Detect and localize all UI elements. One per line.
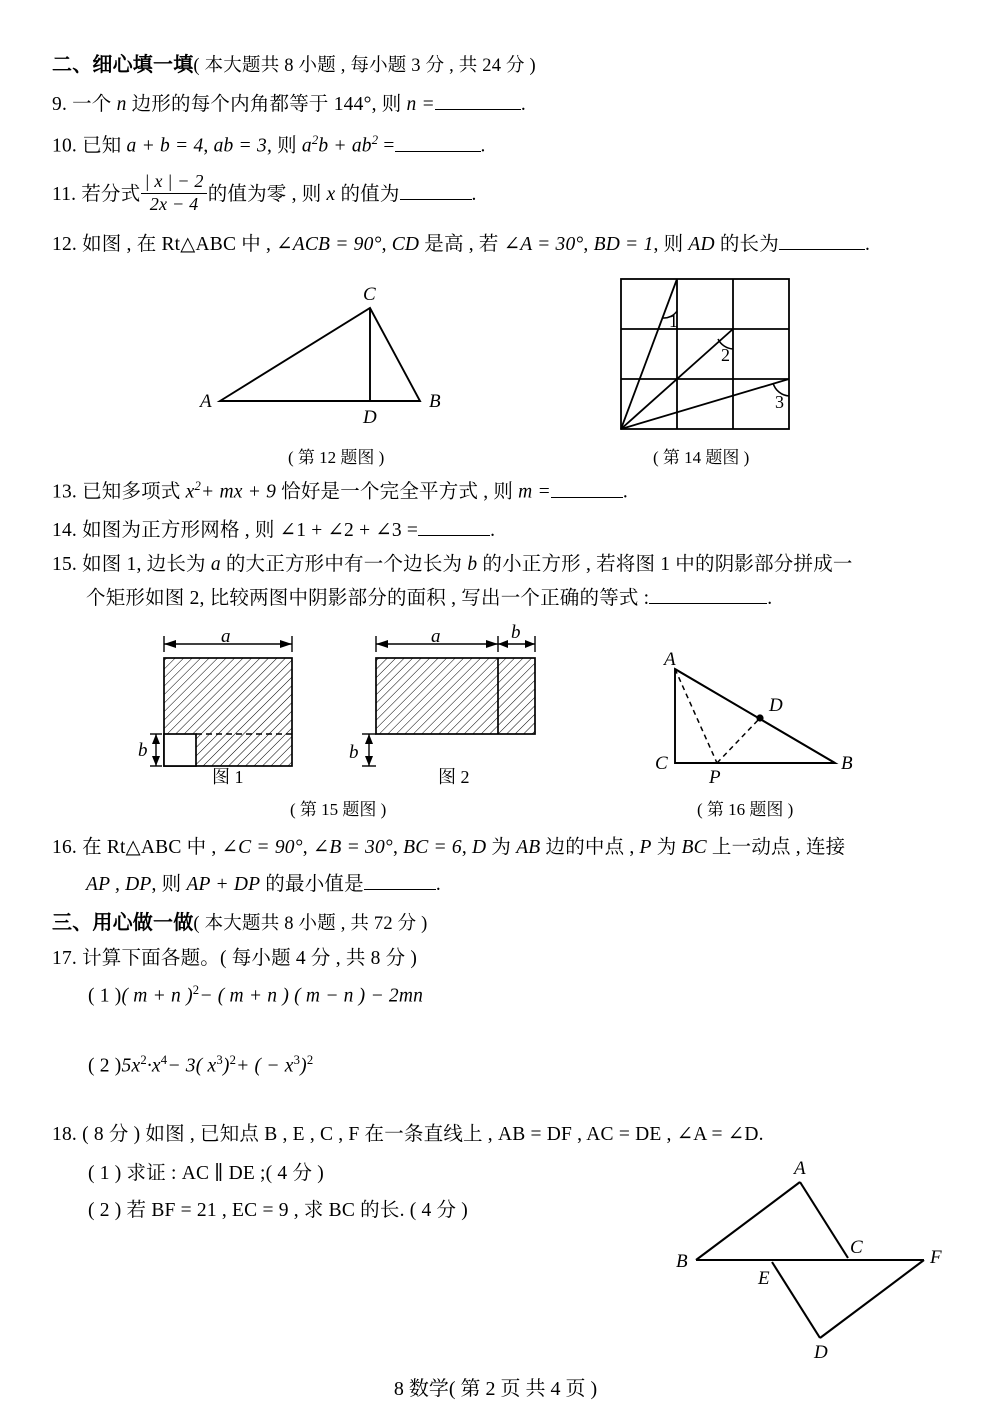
- figure-q16-svg: [645, 649, 865, 788]
- q15-answer-blank[interactable]: [649, 603, 767, 604]
- fig2-group: [349, 622, 535, 787]
- dashed-segment-pd: [717, 718, 760, 763]
- fig2-label-b-vertical: b: [349, 742, 359, 763]
- q17-sub2-a-exp: 2: [140, 1053, 147, 1067]
- fig2-dim-bv-arrow-bottom: [365, 756, 373, 766]
- dashed-segment-ap: [675, 669, 717, 763]
- segment-ac: [800, 1182, 848, 1258]
- q17-number: 17.: [52, 948, 77, 969]
- q13-period: .: [622, 481, 628, 503]
- figure-q16-caption: ( 第 16 题图 ): [697, 800, 794, 819]
- vertex-label-a: A: [200, 391, 212, 412]
- angle-rays: [621, 279, 789, 429]
- q13-text-1: 已知多项式: [82, 481, 181, 503]
- q17-sub2-a: 5x: [121, 1055, 141, 1077]
- angle-label-1: 1: [669, 311, 678, 331]
- q16-text-f: 为: [491, 837, 512, 858]
- vertex-label-d: D: [769, 695, 783, 716]
- q16-point-d: D: [472, 837, 487, 858]
- q12-segment-ad: AD: [688, 234, 715, 255]
- q14-expression: ∠1 + ∠2 + ∠3 =: [279, 520, 419, 541]
- q9-degree-value: 144°: [333, 94, 372, 115]
- fig2-dim-b-vertical: [362, 734, 376, 766]
- q15-var-b: b: [467, 554, 478, 575]
- figure-q16: [645, 649, 865, 788]
- figure-q15-caption: ( 第 15 题图 ): [290, 800, 387, 819]
- question-12: [52, 232, 870, 259]
- triangle-abc-outline: [220, 308, 420, 401]
- vertex-label-a: A: [664, 649, 676, 670]
- question-17: [52, 946, 417, 973]
- fig1-dim-b: [150, 734, 162, 766]
- vertex-label-d: D: [363, 407, 377, 428]
- question-17-sub-1: [88, 982, 423, 1010]
- fig2-dim-a-arrow-left: [376, 640, 388, 648]
- figure-q18-svg: [672, 1155, 952, 1370]
- q17-sub1-expr-a: ( m + n ): [121, 985, 193, 1007]
- fig1-dim-a-arrow-left: [164, 640, 176, 648]
- q16-answer-blank[interactable]: [364, 889, 436, 890]
- q16-text-h: 边的中点 ,: [545, 837, 635, 858]
- vertex-label-b: B: [429, 391, 441, 412]
- q12-segment-cd: CD: [391, 234, 420, 255]
- segment-ba: [696, 1182, 800, 1260]
- segment-fd: [820, 1260, 924, 1338]
- fig1-label-a: a: [221, 626, 231, 647]
- figure-q12-svg: [195, 283, 460, 428]
- q13-text-2: 恰好是一个完全平方式 , 则: [281, 481, 514, 503]
- figure-q14-caption: ( 第 14 题图 ): [653, 448, 750, 467]
- q17-sub1-exponent: 2: [192, 983, 200, 997]
- q11-answer-blank[interactable]: [400, 199, 472, 200]
- q17-sub2-c: − 3( x: [167, 1055, 217, 1077]
- q9-text-1: 一个: [72, 94, 112, 115]
- vertex-label-b: B: [841, 753, 853, 774]
- q10-expr-2: ab = 3: [213, 135, 267, 157]
- question-18-line-1: [52, 1122, 764, 1149]
- q14-answer-blank[interactable]: [418, 535, 490, 536]
- question-16-line-1: [52, 835, 845, 862]
- question-15-line-2: [86, 586, 772, 613]
- q10-exp-2: 2: [371, 133, 379, 147]
- q16-expr-bc: BC = 6: [403, 837, 462, 858]
- q9-var-n: n: [116, 94, 127, 115]
- q16-sum-expr: AP + DP: [186, 874, 261, 895]
- vertex-label-e: E: [758, 1268, 770, 1289]
- q16-text-1a: 在 Rt△ABC 中 ,: [82, 837, 217, 858]
- q10-equals: =: [383, 135, 395, 157]
- fig1-label-b: b: [138, 740, 148, 761]
- fig1-dim-b-arrow-top: [152, 734, 160, 744]
- fig2-dim-bv-arrow-top: [365, 734, 373, 744]
- q12-text-2: 是高 , 若: [424, 234, 499, 255]
- q16-expr-c: ∠C = 90°: [221, 837, 303, 858]
- q11-text-2: 的值为零 , 则: [207, 184, 322, 206]
- q10-answer-blank[interactable]: [395, 151, 481, 152]
- q16-period: .: [435, 874, 441, 895]
- q17-sub2-d: ): [222, 1055, 230, 1077]
- q10-sep: ,: [203, 135, 209, 157]
- section-3-heading: [52, 910, 428, 938]
- q10-text-2: , 则: [266, 135, 297, 157]
- q9-number: 9.: [52, 94, 68, 115]
- q12-expr-2: ∠A = 30°: [503, 234, 584, 255]
- q12-sep-2: ,: [583, 234, 589, 255]
- q11-text-3: 的值为: [340, 184, 400, 206]
- question-17-sub-2: [88, 1052, 313, 1080]
- angle-label-2: 2: [721, 345, 730, 365]
- q16-sep-2: ,: [392, 837, 399, 858]
- question-10: [52, 132, 486, 160]
- q17-sub2-f-exp: 2: [306, 1053, 314, 1067]
- q11-fraction-numerator: | x | − 2: [141, 172, 206, 194]
- q17-text-2: ( 每小题 4 分 , 共 8 分 ): [219, 948, 418, 969]
- figure-q18: [672, 1155, 952, 1370]
- fig2-dim-b-arrow-left: [498, 640, 508, 648]
- q11-period: .: [471, 184, 477, 206]
- q17-sub2-f: ): [300, 1055, 307, 1077]
- q12-text-4: 的长为: [719, 234, 779, 255]
- section-3-heading-bold: 三、用心做一做: [52, 912, 194, 934]
- q17-sub1-tag: ( 1 ): [88, 985, 122, 1007]
- q12-expr-1: ∠ACB = 90°: [276, 234, 382, 255]
- figure-q12-caption: ( 第 12 题图 ): [288, 448, 385, 467]
- q17-sub2-d-exp: 2: [229, 1053, 237, 1067]
- q14-text-1: 如图为正方形网格 , 则: [82, 520, 275, 541]
- q11-fraction-denominator: 2x − 4: [149, 193, 199, 214]
- q14-number: 14.: [52, 520, 77, 541]
- vertex-label-p: P: [709, 767, 721, 788]
- q12-text-3: , 则: [653, 234, 684, 255]
- q15-var-a: a: [210, 554, 221, 575]
- q10-text-1: 已知: [82, 135, 122, 157]
- q10-period: .: [480, 135, 486, 157]
- vertex-label-d: D: [814, 1342, 828, 1363]
- fig1-small-white-square: [164, 734, 196, 766]
- q10-expr-3a: a: [301, 135, 312, 157]
- q10-number: 10.: [52, 135, 77, 157]
- q12-sep-1: ,: [381, 234, 387, 255]
- q12-text-1: 如图 , 在 Rt△ABC 中 ,: [82, 234, 272, 255]
- q13-expr-rest: + mx + 9: [201, 481, 277, 503]
- ray-angle-1: [621, 279, 677, 429]
- q9-text-3: , 则: [371, 94, 402, 115]
- question-18-part-2: ( 2 ) 若 BF = 21 , EC = 9 , 求 BC 的长. ( 4 分 ): [88, 1200, 468, 1221]
- q13-var-x: x: [185, 481, 195, 503]
- question-14: [52, 518, 495, 545]
- vertex-label-a: A: [794, 1158, 806, 1179]
- q10-expr-1: a + b = 4: [126, 135, 204, 157]
- fig2-label-a: a: [431, 626, 441, 647]
- q16-point-p: P: [639, 837, 652, 858]
- q16-number: 16.: [52, 837, 77, 858]
- section-3-heading-paren: ( 本大题共 8 小题 , 共 72 分 ): [193, 914, 428, 934]
- q11-text-1: 若分式: [81, 184, 141, 206]
- q9-text-2: 边形的每个内角都等于: [131, 94, 329, 115]
- question-16-line-2: [86, 872, 441, 899]
- q16-sep-3: ,: [461, 837, 467, 858]
- q16-text-2d: 的最小值是: [265, 874, 364, 895]
- vertex-label-b: B: [676, 1251, 688, 1272]
- segment-de: [772, 1262, 820, 1338]
- fig2-dim-b-arrow-right: [525, 640, 535, 648]
- fig1-dim-a-arrow-right: [280, 640, 292, 648]
- figure-q12: [195, 283, 460, 428]
- q15-text-1e: 的小正方形 , 若将图 1 中的阴影部分拼成一: [482, 554, 853, 575]
- figure-q15-svg: [138, 622, 560, 787]
- q16-segment-ab: AB: [516, 837, 541, 858]
- section-2-heading-bold: 二、细心填一填: [52, 54, 194, 76]
- q15-text-1a: 如图 1, 边长为: [82, 554, 206, 575]
- fig1-caption: 图 1: [212, 767, 244, 787]
- q16-text-l: 上一动点 , 连接: [711, 837, 846, 858]
- figure-q15: [138, 622, 560, 787]
- q9-equation: n =: [406, 94, 435, 115]
- q16-text-j: 为: [656, 837, 677, 858]
- figure-q14: [619, 277, 795, 433]
- q10-exp-1: 2: [311, 133, 319, 147]
- vertex-label-f: F: [930, 1247, 942, 1268]
- vertex-label-c: C: [655, 753, 668, 774]
- q13-exponent: 2: [194, 479, 202, 493]
- vertex-label-c: C: [850, 1237, 863, 1258]
- q13-number: 13.: [52, 481, 77, 503]
- q12-answer-blank[interactable]: [779, 249, 865, 250]
- q17-text-1: 计算下面各题。: [82, 948, 220, 969]
- q17-sub2-b-exp: 4: [160, 1053, 168, 1067]
- q17-sub1-expr-b: − ( m + n ) ( m − n ) − 2mn: [199, 985, 424, 1007]
- q9-period: .: [520, 94, 526, 115]
- fig2-label-b: b: [511, 622, 521, 643]
- q17-sub2-e: + ( − x: [236, 1055, 294, 1077]
- figure-q14-svg: [619, 277, 795, 433]
- hypotenuse-ab: [675, 669, 835, 763]
- q15-text-1c: 的大正方形中有一个边长为: [225, 554, 463, 575]
- fig2-caption: 图 2: [438, 767, 470, 787]
- q11-number: 11.: [52, 184, 77, 206]
- q13-answer-blank[interactable]: [551, 497, 623, 498]
- question-9: [52, 92, 526, 119]
- q13-var-m: m =: [518, 481, 551, 503]
- question-15-line-1: [52, 552, 853, 579]
- page-footer: 8 数学( 第 2 页 共 4 页 ): [393, 1378, 598, 1400]
- q16-sep-1: ,: [302, 837, 308, 858]
- q12-period: .: [864, 234, 871, 255]
- q10-expr-3b: b + ab: [318, 135, 372, 157]
- q11-var-x: x: [326, 184, 336, 206]
- q17-sub2-b: ·x: [146, 1055, 161, 1077]
- question-18-part-1: ( 1 ) 求证 : AC ∥ DE ;( 4 分 ): [88, 1163, 324, 1184]
- question-11: [52, 172, 477, 214]
- q12-number: 12.: [52, 234, 77, 255]
- point-d-marker: [756, 714, 763, 721]
- fig2-rectangle: [376, 658, 535, 734]
- fig1-dim-b-arrow-bottom: [152, 756, 160, 766]
- q15-period: .: [767, 588, 773, 609]
- q11-fraction: [141, 172, 206, 214]
- vertex-label-c: C: [363, 284, 376, 305]
- q16-segments-ap-dp: AP , DP: [86, 874, 152, 895]
- fig2-dim-a-arrow-right: [486, 640, 498, 648]
- q18-number: 18.: [52, 1124, 77, 1145]
- q17-sub2-c-exp: 3: [216, 1053, 223, 1067]
- q16-expr-b: ∠B = 30°: [312, 837, 393, 858]
- q18-text-line-1: ( 8 分 ) 如图 , 已知点 B , E , C , F 在一条直线上 , AB = DF , AC = DE , ∠A = ∠D.: [82, 1124, 764, 1145]
- section-2-heading: [52, 52, 536, 80]
- q16-text-2b: , 则: [151, 874, 182, 895]
- q17-sub2-e-exp: 3: [293, 1053, 301, 1067]
- question-13: [52, 478, 628, 506]
- q9-answer-blank[interactable]: [435, 109, 521, 110]
- section-2-heading-paren: ( 本大题共 8 小题 , 每小题 3 分 , 共 24 分 ): [193, 56, 536, 76]
- angle-label-3: 3: [775, 392, 784, 412]
- q15-text-2a: 个矩形如图 2, 比较两图中阴影部分的面积 , 写出一个正确的等式 :: [86, 588, 650, 609]
- fig1-group: [138, 626, 292, 787]
- q12-expr-3: BD = 1: [593, 234, 654, 255]
- q16-segment-bc: BC: [681, 837, 707, 858]
- q15-number: 15.: [52, 554, 77, 575]
- q17-sub2-tag: ( 2 ): [88, 1055, 122, 1077]
- q14-period: .: [490, 520, 496, 541]
- ray-angle-3: [621, 379, 789, 429]
